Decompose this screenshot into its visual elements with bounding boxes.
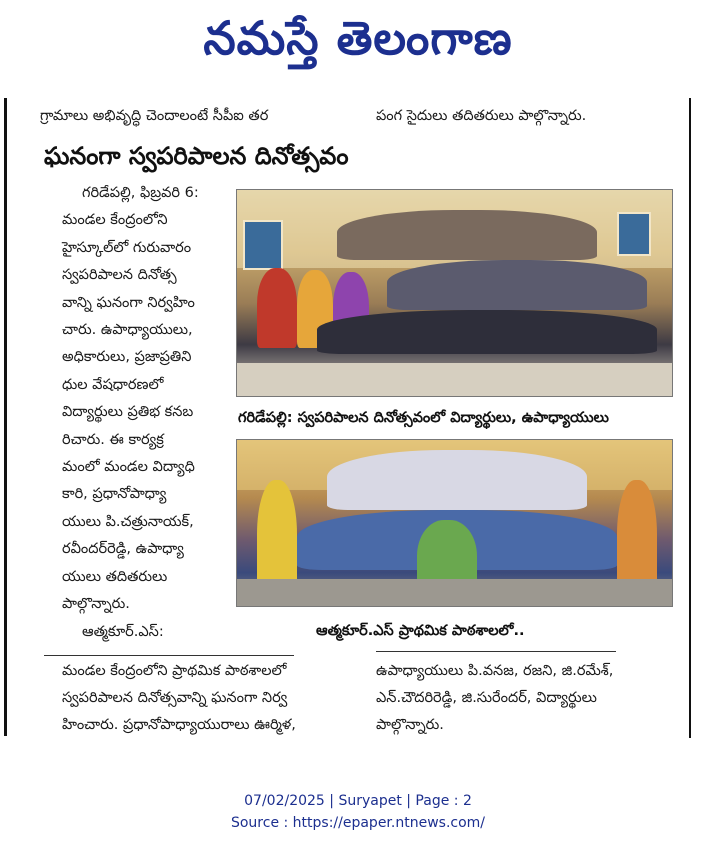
column-separator [376, 651, 616, 652]
photo-caption-garidepalli: గరిడేపల్లి: స్వపరిపాలన దినోత్సవంలో విద్యార్థులు, ఉపాధ్యాయులు [238, 410, 609, 426]
article-line: స్వపరిపాలన దినోత్స [62, 267, 177, 284]
article-line: హైస్కూల్‌లో గురువారం [62, 239, 192, 256]
article-line: కారి, ప్రధానోపాధ్యా [62, 486, 167, 503]
column-rule-left [4, 98, 7, 736]
article-line: పాల్గొన్నారు. [62, 596, 130, 613]
article-line: మంలో మండల విద్యాధి [62, 459, 195, 476]
article-body-left-column [62, 180, 232, 646]
article-line: వాన్ని ఘనంగా నిర్వహిం [62, 294, 195, 311]
article-line: పాల్గొన్నారు. [376, 717, 444, 733]
newspaper-masthead: నమస్తే తెలంగాణ [203, 11, 513, 65]
article-line: ఉపాధ్యాయులు పి.వనజ, రజని, జి.రమేశ్, [376, 663, 614, 679]
previous-article-tail-right: పంగ సైదులు తదితరులు పాల్గొన్నారు. [376, 108, 587, 124]
article-line: ఎన్.చౌదరిరెడ్డి, జి.సురేందర్, విద్యార్థులు [376, 690, 597, 706]
article-headline: ఘనంగా స్వపరిపాలన దినోత్సవం [44, 142, 349, 170]
group-photo-atmakur [236, 439, 673, 607]
article-body-bottom-left [62, 658, 296, 739]
article-line: ఆత్మకూర్.ఎస్: [82, 623, 164, 640]
article-line: చారు. ఉపాధ్యాయులు, [62, 322, 193, 339]
article-line: ధుల వేషధారణలో [62, 376, 164, 393]
article-line: హించారు. ప్రధానోపాధ్యాయురాలు ఊర్మిళ, [62, 717, 296, 733]
column-separator [44, 655, 294, 656]
article-line: రవీందర్‌రెడ్డి, ఉపాధ్యా [62, 541, 184, 558]
article-line: మండల కేంద్రంలోని [62, 212, 168, 229]
article-line: మండల కేంద్రంలోని ప్రాథమిక పాఠశాలలో [62, 663, 287, 679]
article-line: స్వపరిపాలన దినోత్సవాన్ని ఘనంగా నిర్వ [62, 690, 288, 706]
article-line: గరిడేపల్లి, ఫిబ్రవరి 6: [82, 185, 199, 201]
article-line: అధికారులు, ప్రజాప్రతిని [62, 349, 192, 366]
group-photo-garidepalli [236, 189, 673, 397]
article-line: యులు పి.చత్రునాయక్, [62, 513, 194, 530]
column-rule-right [689, 98, 691, 738]
article-body-bottom-right [376, 658, 613, 739]
photo-caption-atmakur: ఆత్మకూర్.ఎస్ ప్రాథమిక పాఠశాలలో.. [316, 623, 525, 639]
article-line: యులు తదితరులు [62, 568, 168, 585]
footer-source-link[interactable]: Source : https://epaper.ntnews.com/ [230, 815, 486, 831]
article-line: విద్యార్థులు ప్రతిభ కనబ [62, 404, 194, 421]
footer-edition-info: 07/02/2025 | Suryapet | Page : 2 [244, 793, 472, 809]
article-line: రిచారు. ఈ కార్యక్ర [62, 431, 164, 448]
previous-article-tail-left: గ్రామాలు అభివృద్ధి చెందాలంటే సీపీఐ తర [40, 108, 269, 124]
